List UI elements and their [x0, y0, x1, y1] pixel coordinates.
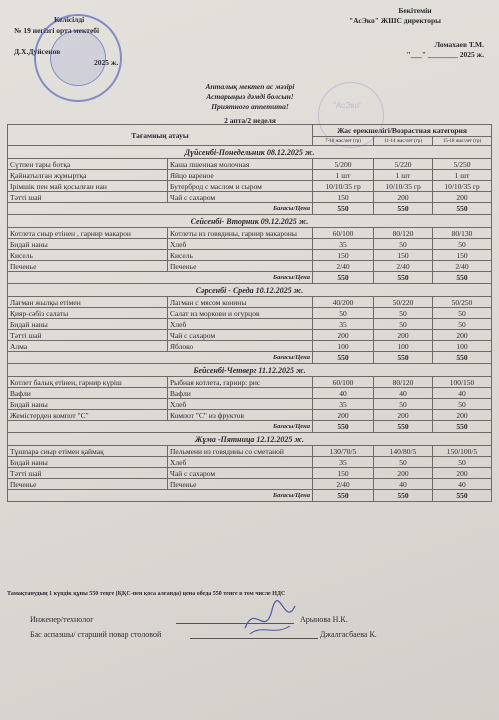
portion-age-group-3: 50/250 — [433, 297, 492, 308]
menu-item-row — [8, 457, 492, 468]
day-header-row — [8, 146, 492, 159]
dish-name-kz: Котлета сиыр етінен , гарнир макарон — [8, 228, 168, 239]
portion-age-group-1: 150 — [313, 250, 374, 261]
portion-age-group-2: 40 — [374, 388, 433, 399]
portion-age-group-1: 35 — [313, 239, 374, 250]
portion-age-group-1: 35 — [313, 399, 374, 410]
dish-name-ru: Хлеб — [168, 239, 313, 250]
menu-item-row — [8, 239, 492, 250]
menu-item-row — [8, 192, 492, 203]
stamp-text: "АсЭко" — [333, 101, 362, 110]
portion-age-group-1: 200 — [313, 330, 374, 341]
dish-name-kz: Қияр-сәбіз салаты — [8, 308, 168, 319]
portion-age-group-3: 50 — [433, 457, 492, 468]
portion-age-group-3: 50 — [433, 399, 492, 410]
portion-age-group-1: 2/40 — [313, 479, 374, 490]
menu-item-row — [8, 170, 492, 181]
dish-name-ru: Салат из моркови и огурцов — [168, 308, 313, 319]
dish-name-kz: Сүтпен тары ботқа — [8, 159, 168, 170]
portion-age-group-2: 40 — [374, 479, 433, 490]
portion-age-group-3: 150 — [433, 250, 492, 261]
portion-age-group-2: 100 — [374, 341, 433, 352]
dish-name-ru: Печенье — [168, 261, 313, 272]
day-title: Сейсенбі- Вторник 09.12.2025 ж. — [8, 215, 492, 228]
menu-item-row — [8, 468, 492, 479]
portion-age-group-1: 200 — [313, 410, 374, 421]
price-age-group-2: 550 — [374, 490, 433, 502]
price-age-group-2: 550 — [374, 272, 433, 284]
age-category-header: Жас ерекшелігі/Возрастная категория — [313, 125, 492, 137]
day-header-row — [8, 215, 492, 228]
price-row — [8, 421, 492, 433]
dish-name-ru: Лагман с мясом конины — [168, 297, 313, 308]
dish-name-ru: Рыбная котлета, гарнир: рис — [168, 377, 313, 388]
dish-name-kz: Лағман жылқы етімен — [8, 297, 168, 308]
portion-age-group-3: 50 — [433, 308, 492, 319]
portion-age-group-1: 150 — [313, 468, 374, 479]
portion-age-group-1: 40/200 — [313, 297, 374, 308]
portion-age-group-3: 200 — [433, 330, 492, 341]
portion-age-group-1: 35 — [313, 457, 374, 468]
menu-item-row — [8, 319, 492, 330]
menu-item-row — [8, 377, 492, 388]
dish-name-kz: Алма — [8, 341, 168, 352]
approval-right-line2: "АсЭко" ЖШС директоры — [348, 16, 442, 25]
price-age-group-2: 550 — [374, 352, 433, 364]
dish-name-kz: Бидай наны — [8, 319, 168, 330]
age-15-18-header: 15-18 жас/лет (гр) — [433, 137, 492, 146]
dish-name-ru: Яйцо вареное — [168, 170, 313, 181]
portion-age-group-3: 40 — [433, 479, 492, 490]
dish-name-kz: Жемістерден компот "С" — [8, 410, 168, 421]
handwritten-signature-icon — [240, 598, 300, 640]
dish-name-ru: Котлеты из говядины, гарнир макароны — [168, 228, 313, 239]
title-wish-ru: Приятного аппетита! — [211, 102, 289, 111]
dish-name-kz: Тәтті шай — [8, 330, 168, 341]
portion-age-group-2: 140/80/5 — [374, 446, 433, 457]
price-age-group-2: 550 — [374, 421, 433, 433]
age-11-14-header: 11-14 жас/лет (гр) — [374, 137, 433, 146]
portion-age-group-2: 50/220 — [374, 297, 433, 308]
round-seal-icon — [34, 14, 122, 102]
price-age-group-3: 550 — [433, 352, 492, 364]
dish-name-kz: Қайнатылған жұмыртқа — [8, 170, 168, 181]
portion-age-group-3: 200 — [433, 410, 492, 421]
menu-item-row — [8, 388, 492, 399]
portion-age-group-3: 1 шт — [433, 170, 492, 181]
price-label: Бағасы/Цена — [8, 272, 313, 284]
portion-age-group-3: 100/150 — [433, 377, 492, 388]
dish-name-header: Тағамның атауы — [8, 125, 313, 146]
engineer-label: Инженер/технолог — [30, 615, 94, 624]
portion-age-group-2: 50 — [374, 457, 433, 468]
portion-age-group-3: 10/10/35 гр — [433, 181, 492, 192]
cook-name: Джалгасбаева К. — [320, 630, 377, 639]
menu-item-row — [8, 341, 492, 352]
dish-name-ru: Бутерброд с маслом и сыром — [168, 181, 313, 192]
week-label: 2 апта/2 неделя — [224, 116, 276, 125]
menu-item-row — [8, 308, 492, 319]
portion-age-group-2: 50 — [374, 399, 433, 410]
portion-age-group-3: 200 — [433, 468, 492, 479]
portion-age-group-2: 80/120 — [374, 377, 433, 388]
dish-name-kz: Тәтті шай — [8, 192, 168, 203]
portion-age-group-2: 200 — [374, 192, 433, 203]
dish-name-ru: Печенье — [168, 479, 313, 490]
dish-name-kz: Котлет балық етінен, гарнир күріш — [8, 377, 168, 388]
dish-name-kz: Тұшпара сиыр етімен қаймақ — [8, 446, 168, 457]
dish-name-ru: Хлеб — [168, 399, 313, 410]
day-title: Сәрсенбі - Среда 10.12.2025 ж. — [8, 284, 492, 297]
dish-name-ru: Каша пшенная молочная — [168, 159, 313, 170]
approval-left-line4: 2025 ж. — [94, 58, 119, 67]
menu-item-row — [8, 181, 492, 192]
approval-right-line4: "___" ________ 2025 ж. — [406, 50, 484, 59]
portion-age-group-3: 150/100/5 — [433, 446, 492, 457]
portion-age-group-2: 200 — [374, 330, 433, 341]
portion-age-group-1: 35 — [313, 319, 374, 330]
menu-item-row — [8, 261, 492, 272]
dish-name-ru: Компот "С" из фруктов — [168, 410, 313, 421]
day-header-row — [8, 364, 492, 377]
portion-age-group-3: 2/40 — [433, 261, 492, 272]
portion-age-group-3: 200 — [433, 192, 492, 203]
portion-age-group-2: 2/40 — [374, 261, 433, 272]
price-age-group-1: 550 — [313, 203, 374, 215]
price-label: Бағасы/Цена — [8, 203, 313, 215]
price-label: Бағасы/Цена — [8, 421, 313, 433]
dish-name-kz: Печенье — [8, 261, 168, 272]
portion-age-group-3: 50 — [433, 319, 492, 330]
portion-age-group-1: 60/100 — [313, 377, 374, 388]
price-label: Бағасы/Цена — [8, 490, 313, 502]
price-age-group-3: 550 — [433, 421, 492, 433]
day-header-row — [8, 433, 492, 446]
dish-name-ru: Вафли — [168, 388, 313, 399]
price-row — [8, 490, 492, 502]
day-header-row — [8, 284, 492, 297]
price-row — [8, 272, 492, 284]
title-kz: Апталық мектеп ас мәзірі — [205, 82, 295, 91]
menu-item-row — [8, 228, 492, 239]
portion-age-group-1: 2/40 — [313, 261, 374, 272]
dish-name-ru: Пельмени из говядины со сметаной — [168, 446, 313, 457]
title-wish-kz: Астарыңыз дәмді болсын! — [206, 92, 294, 101]
dish-name-kz: Бидай наны — [8, 399, 168, 410]
menu-item-row — [8, 330, 492, 341]
menu-item-row — [8, 159, 492, 170]
portion-age-group-1: 50 — [313, 308, 374, 319]
day-title: Дүйсенбі-Понедельник 08.12.2025 ж. — [8, 146, 492, 159]
portion-age-group-2: 50 — [374, 308, 433, 319]
portion-age-group-2: 150 — [374, 250, 433, 261]
dish-name-ru: Чай с сахаром — [168, 192, 313, 203]
dish-name-ru: Хлеб — [168, 319, 313, 330]
portion-age-group-2: 50 — [374, 239, 433, 250]
portion-age-group-2: 10/10/35 гр — [374, 181, 433, 192]
portion-age-group-1: 10/10/35 гр — [313, 181, 374, 192]
portion-age-group-3: 5/250 — [433, 159, 492, 170]
portion-age-group-1: 5/200 — [313, 159, 374, 170]
dish-name-ru: Яблоко — [168, 341, 313, 352]
price-age-group-3: 550 — [433, 203, 492, 215]
portion-age-group-1: 150 — [313, 192, 374, 203]
day-title: Жұма -Пятница 12.12.2025 ж. — [8, 433, 492, 446]
portion-age-group-2: 200 — [374, 468, 433, 479]
approval-block-right — [300, 6, 490, 60]
portion-age-group-1: 100 — [313, 341, 374, 352]
portion-age-group-2: 50 — [374, 319, 433, 330]
portion-age-group-2: 1 шт — [374, 170, 433, 181]
portion-age-group-1: 40 — [313, 388, 374, 399]
menu-item-row — [8, 399, 492, 410]
table-header-row — [8, 125, 492, 137]
menu-item-row — [8, 250, 492, 261]
dish-name-ru: Чай с сахаром — [168, 468, 313, 479]
price-row — [8, 203, 492, 215]
menu-item-row — [8, 297, 492, 308]
dish-name-kz: Вафли — [8, 388, 168, 399]
approval-right-line3: Ломахаев Т.М. — [434, 40, 484, 49]
age-7-10-header: 7-10 жас/лет (гр) — [313, 137, 374, 146]
price-age-group-3: 550 — [433, 272, 492, 284]
price-age-group-3: 550 — [433, 490, 492, 502]
portion-age-group-1: 130/70/5 — [313, 446, 374, 457]
approval-left-line3: Д.Х.Дуйсенов — [14, 47, 61, 56]
cook-label: Бас аспазшы/ старший повар столовой — [30, 630, 162, 639]
menu-item-row — [8, 446, 492, 457]
portion-age-group-2: 5/220 — [374, 159, 433, 170]
approval-left-line1: Келісілді — [54, 15, 85, 24]
dish-name-kz: Тәтті шай — [8, 468, 168, 479]
dish-name-ru: Кисель — [168, 250, 313, 261]
day-title: Бейсенбі-Четверг 11.12.2025 ж. — [8, 364, 492, 377]
price-age-group-1: 550 — [313, 490, 374, 502]
dish-name-kz: Ірімшік пен май қосылған нан — [8, 181, 168, 192]
approval-left-line2: № 19 негізгі орта мектебі — [14, 26, 100, 35]
dish-name-kz: Кисель — [8, 250, 168, 261]
dish-name-kz: Бидай наны — [8, 239, 168, 250]
menu-titles — [150, 82, 350, 112]
portion-age-group-2: 200 — [374, 410, 433, 421]
price-row — [8, 352, 492, 364]
portion-age-group-3: 40 — [433, 388, 492, 399]
price-age-group-1: 550 — [313, 272, 374, 284]
portion-age-group-3: 80/130 — [433, 228, 492, 239]
price-footnote: Тамақтанудың 1 күндік құны 550 теңге (ҚҚС-пен қоса алғанда) цена обеда 550 тенге в том числе НДС — [7, 591, 286, 597]
price-age-group-2: 550 — [374, 203, 433, 215]
portion-age-group-3: 50 — [433, 239, 492, 250]
portion-age-group-1: 60/100 — [313, 228, 374, 239]
price-label: Бағасы/Цена — [8, 352, 313, 364]
dish-name-ru: Хлеб — [168, 457, 313, 468]
dish-name-kz: Печенье — [8, 479, 168, 490]
menu-table — [7, 124, 492, 502]
menu-item-row — [8, 410, 492, 421]
portion-age-group-1: 1 шт — [313, 170, 374, 181]
price-age-group-1: 550 — [313, 352, 374, 364]
price-age-group-1: 550 — [313, 421, 374, 433]
portion-age-group-3: 100 — [433, 341, 492, 352]
approval-right-line1: Бекітемін — [398, 6, 432, 15]
engineer-name: Арынова Н.К. — [300, 615, 348, 624]
menu-item-row — [8, 479, 492, 490]
portion-age-group-2: 80/120 — [374, 228, 433, 239]
dish-name-kz: Бидай наны — [8, 457, 168, 468]
dish-name-ru: Чай с сахаром — [168, 330, 313, 341]
